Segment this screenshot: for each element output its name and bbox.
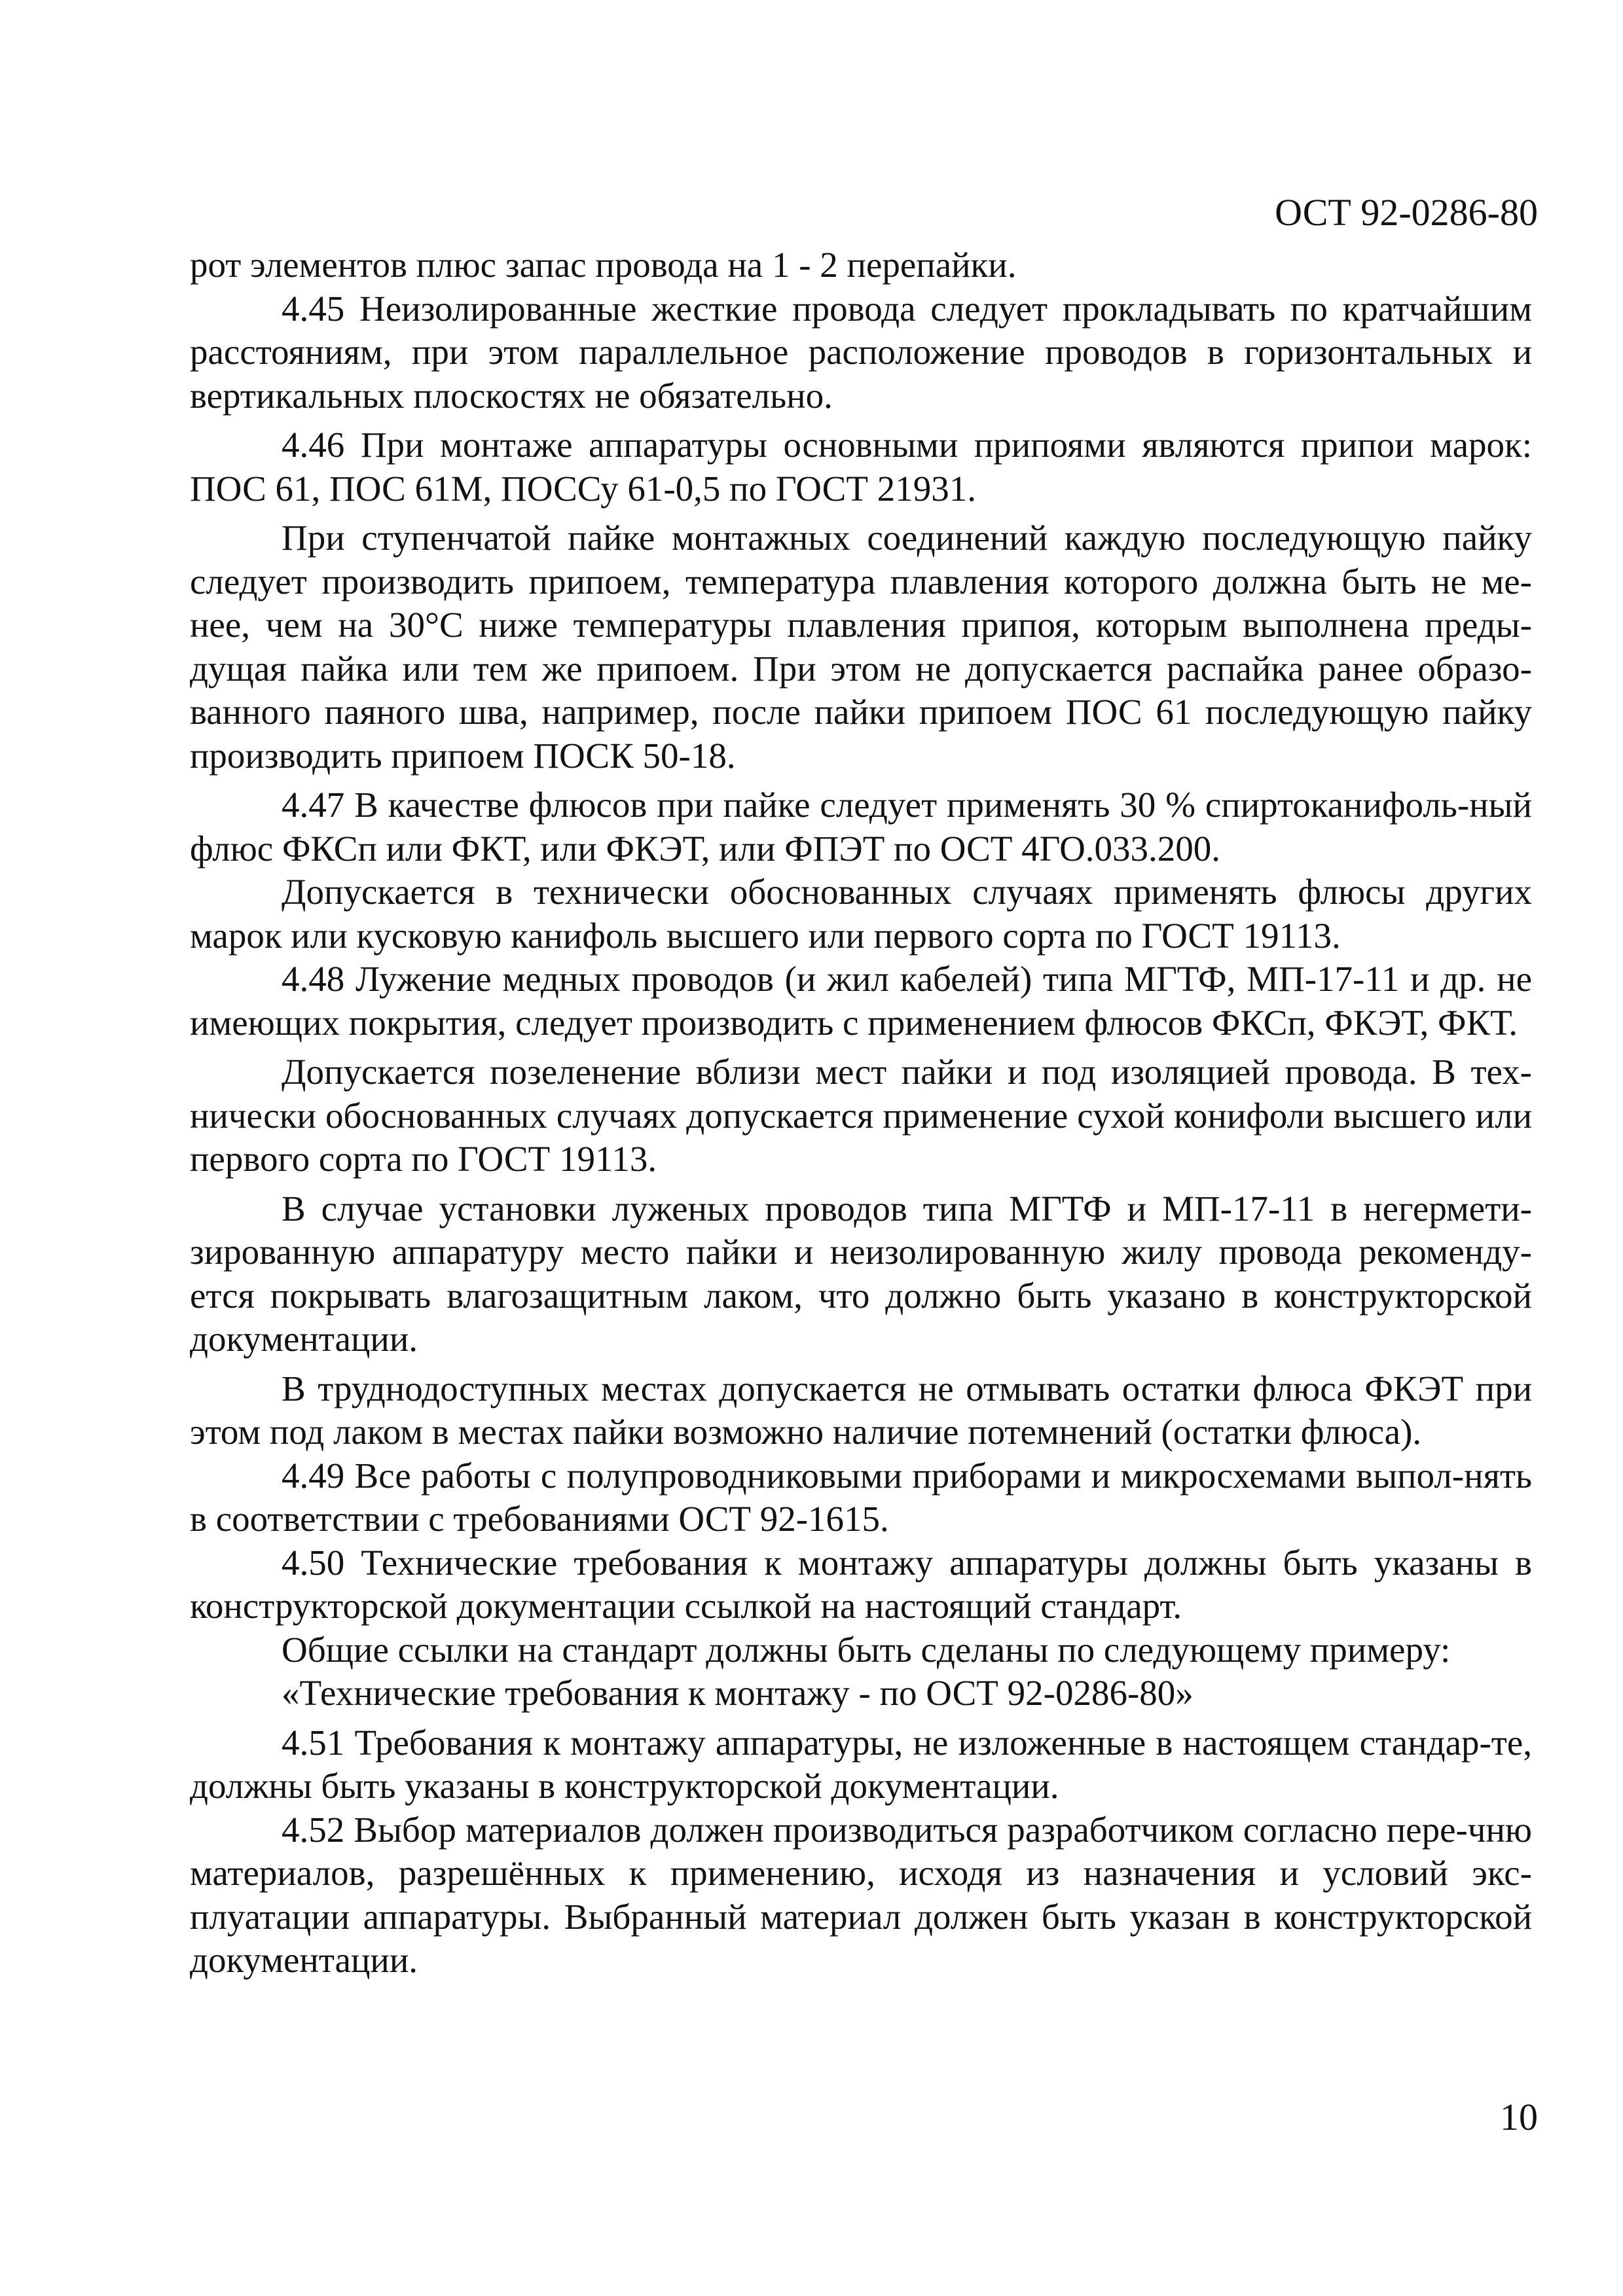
paragraph-4-48-tinned-wires: В случае установки луженых проводов типа МГТФ и МП-17-11 в негермети-зированную аппаратуру место пайки и неизолированную жилу провода рекоменду-ется покрывать влагозащитным лаком, что должно быть указано в конструкторской документации. [190,1188,1532,1359]
paragraph-continuation: рот элементов плюс запас провода на 1 - 2 перепайки. [190,245,1017,285]
paragraph-4-50-example: «Технические требования к монтажу - по ОСТ 92-0286-80» [282,1673,1194,1713]
paragraph-4-50-general-refs: Общие ссылки на стандарт должны быть сделаны по следующему примеру: [282,1629,1451,1670]
paragraph-4-47: 4.47 В качестве флюсов при пайке следует применять 30 % спиртоканифоль-ный флюс ФКСп или ФКТ, или ФКЭТ, или ФПЭТ по ОСТ 4ГО.033.200. [190,785,1532,869]
document-code-header: ОСТ 92-0286-80 [1275,191,1538,234]
paragraph-4-49: 4.49 Все работы с полупроводниковыми приборами и микросхемами выпол-нять в соответствии с требованиями ОСТ 92-1615. [190,1455,1532,1539]
paragraph-4-52: 4.52 Выбор материалов должен производиться разработчиком согласно пере-чню материалов, разрешённых к применению, исходя из назначения и условий экс-плуатации аппаратуры. Выбранный материал должен быть указан в конструкторской документации. [190,1809,1532,1980]
paragraph-4-50: 4.50 Технические требования к монтажу аппаратуры должны быть указаны в конструкторской документации ссылкой на настоящий стандарт. [190,1542,1532,1626]
paragraph-4-45: 4.45 Неизолированные жесткие провода следует прокладывать по кратчайшим расстояниям, при этом параллельное расположение проводов в горизонтальных и вертикальных плоскостях не обязательно. [190,288,1532,416]
paragraph-4-46-stepped-soldering: При ступенчатой пайке монтажных соединений каждую последующую пайку следует производить припоем, температура плавления которого должна быть не ме-нее, чем на 30°С ниже температуры плавления припоя, которым выполнена преды-дущая пайка или тем же припоем. При этом не допускается распайка ранее образо-ванного паяного шва, например, после пайки припоем ПОС 61 последующую пайку производить припоем ПОСК 50-18. [190,518,1532,776]
paragraph-4-46: 4.46 При монтаже аппаратуры основными припоями являются припои марок: ПОС 61, ПОС 61М, ПОССу 61-0,5 по ГОСТ 21931. [190,425,1532,509]
page-number: 10 [1500,2096,1538,2138]
paragraph-4-48-hard-to-reach: В труднодоступных местах допускается не отмывать остатки флюса ФКЭТ при этом под лаком в местах пайки возможно наличие потемнений (остатки флюса). [190,1368,1532,1452]
paragraph-4-48: 4.48 Лужение медных проводов (и жил кабелей) типа МГТФ, МП-17-11 и др. не имеющих покрытия, следует производить с применением флюсов ФКСп, ФКЭТ, ФКТ. [190,959,1532,1043]
paragraph-4-51: 4.51 Требования к монтажу аппаратуры, не изложенные в настоящем стандар-те, должны быть указаны в конструкторской документации. [190,1722,1532,1806]
paragraph-4-48-greening: Допускается позеленение вблизи мест пайки и под изоляцией провода. В тех-нически обоснованных случаях допускается применение сухой конифоли высшего или первого сорта по ГОСТ 19113. [190,1052,1532,1179]
paragraph-4-47-allowance: Допускается в технически обоснованных случаях применять флюсы других марок или кусковую канифоль высшего или первого сорта по ГОСТ 19113. [190,872,1532,956]
document-body [190,243,1532,1982]
